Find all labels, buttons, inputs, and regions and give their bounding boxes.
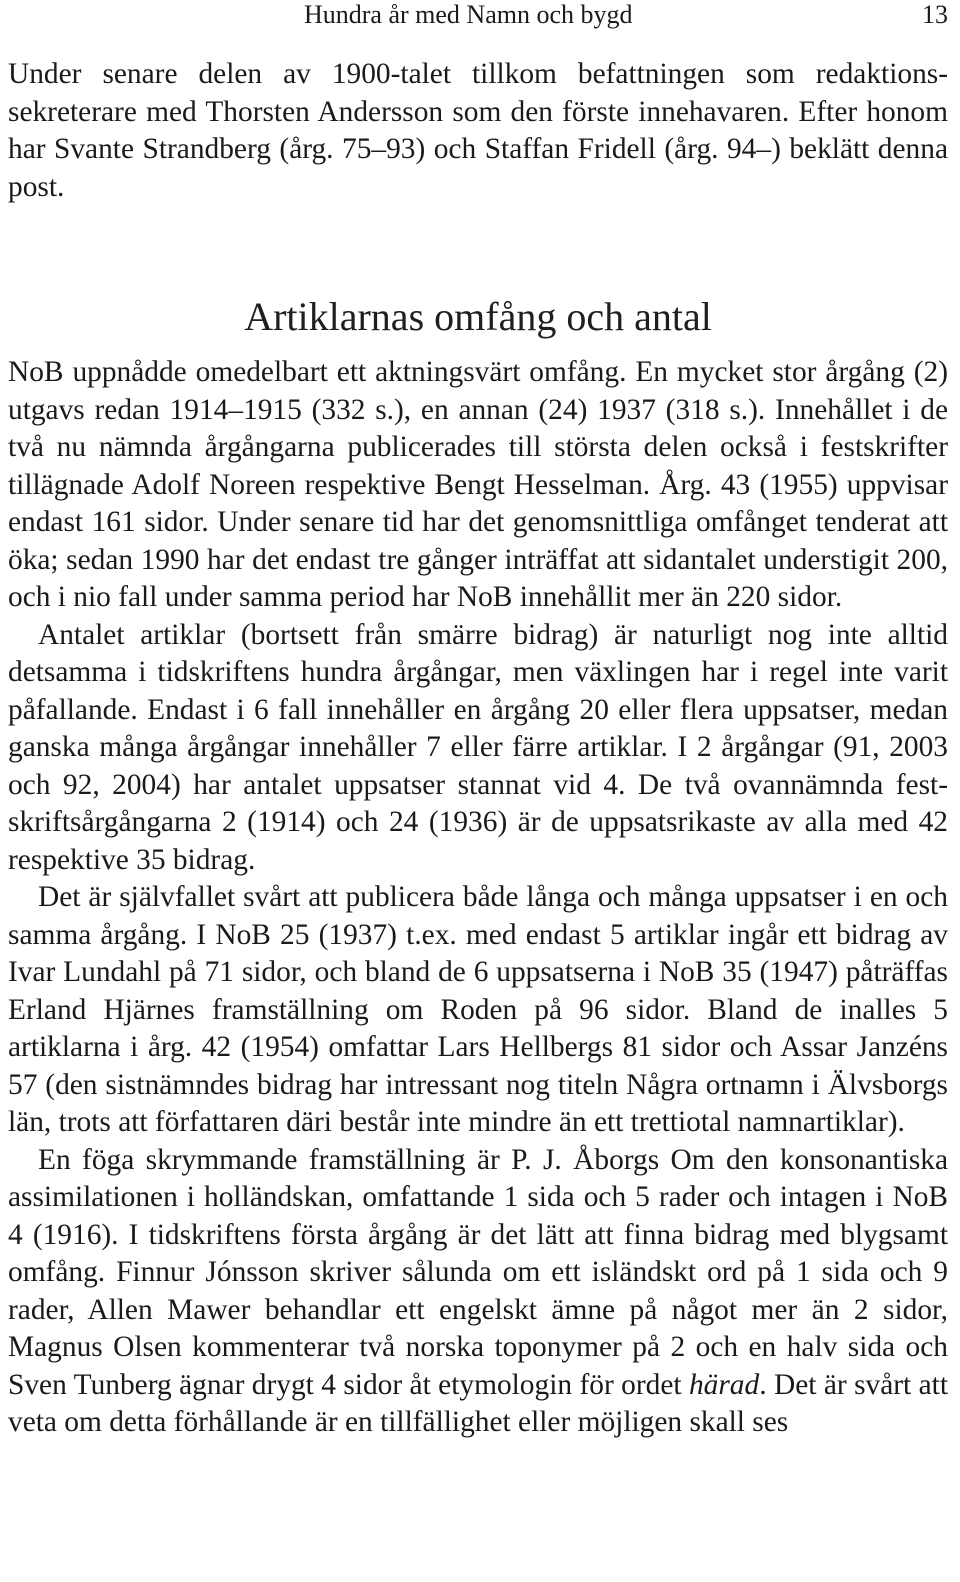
paragraph-text-part: . Det är svårt att veta om detta förhållande är en tillfällighet eller möjligen skall ses bbox=[8, 1368, 948, 1438]
running-head bbox=[8, 0, 948, 30]
paragraph-text-part: En föga skrymmande framställning är P. J. Åborgs Om den konsonantiska assimilationen i holländskan, omfattande 1 sida och 5 rader och intagen i NoB 4 (1916). I tidskriftens första årgång är det lätt att finna bidrag med blygsamt omfång. Finnur Jónsson skriver sålunda om ett isländskt ord på 1 sida och 9 rader, Allen Mawer behandlar ett engelskt ämne på något mer än 2 sidor, Magnus Olsen kommenterar två norska toponymer på 2 och en halv sida och Sven Tunberg ägnar drygt 4 sidor åt etymologin för ordet bbox=[8, 1143, 948, 1401]
paragraph-long-articles: Det är självfallet svårt att publicera både långa och många uppsatser i en och samma årgång. I NoB 25 (1937) t.ex. med endast 5 artiklar ingår ett bidrag av Ivar Lundahl på 71 sidor, och bland de 6 uppsatserna i NoB 35 (1947) påträffas Erland Hjärnes framställning om Roden på 96 sidor. Bland de inalles 5 artiklarna i årg. 42 (1954) omfattar Lars Hellbergs 81 sidor och Assar Janzéns 57 (den sistnämndes bidrag har intressant nog titeln Några ortnamn i Älvsborgs län, trots att författaren däri består inte mindre än ett trettiotal namnartiklar). bbox=[8, 881, 948, 1138]
paragraph-editorial-secretaries: Under senare delen av 1900-talet tillkom befattningen som redaktionssekreterare med Thorsten Andersson som den förste innehavaren. Efter honom har Svante Strandberg (årg. 75–93) och Staffan Fridell (årg. 94–) beklätt denna post. bbox=[8, 58, 948, 203]
running-head-title: Hundra år med Namn och bygd bbox=[304, 0, 633, 29]
page-number: 13 bbox=[922, 0, 948, 29]
italic-term: härad bbox=[688, 1368, 760, 1401]
paragraph-article-count: Antalet artiklar (bortsett från smärre bidrag) är naturligt nog inte alltid detsamma i tidskriftens hundra årgångar, men växlingen har i regel inte varit påfallande. Endast i 6 fall innehåller en årgång 20 eller flera uppsatser, medan ganska många årgångar innehåller 7 eller färre artiklar. I 2 årgångar (91, 2003 och 92, 2004) har antalet uppsatser stannat vid 4. De två ovannämnda festskriftsårgångarna 2 (1914) och 24 (1936) är de uppsatsrikaste av alla med 42 respektive 35 bidrag. bbox=[8, 618, 948, 876]
section-heading: Artiklarnas omfång och antal bbox=[244, 294, 712, 339]
paragraph-volume-size: NoB uppnådde omedelbart ett aktningsvärt omfång. En mycket stor årgång (2) utgavs redan 1914–1915 (332 s.), en annan (24) 1937 (318 s.). Innehållet i de två nu nämnda årgångarna publicerades till största delen också i festskrifter tillägnade Adolf Noreen respektive Bengt Hesselman. Årg. 43 (1955) uppvisar endast 161 sidor. Under senare tid har det genomsnittliga omfånget tenderat att öka; sedan 1990 har det endast tre gånger inträffat att sidantalet understigit 200, och i nio fall under samma period har NoB innehållit mer än 220 sidor. bbox=[8, 356, 948, 613]
paragraph-short-articles bbox=[8, 1142, 948, 1442]
document-page bbox=[8, 0, 948, 1582]
